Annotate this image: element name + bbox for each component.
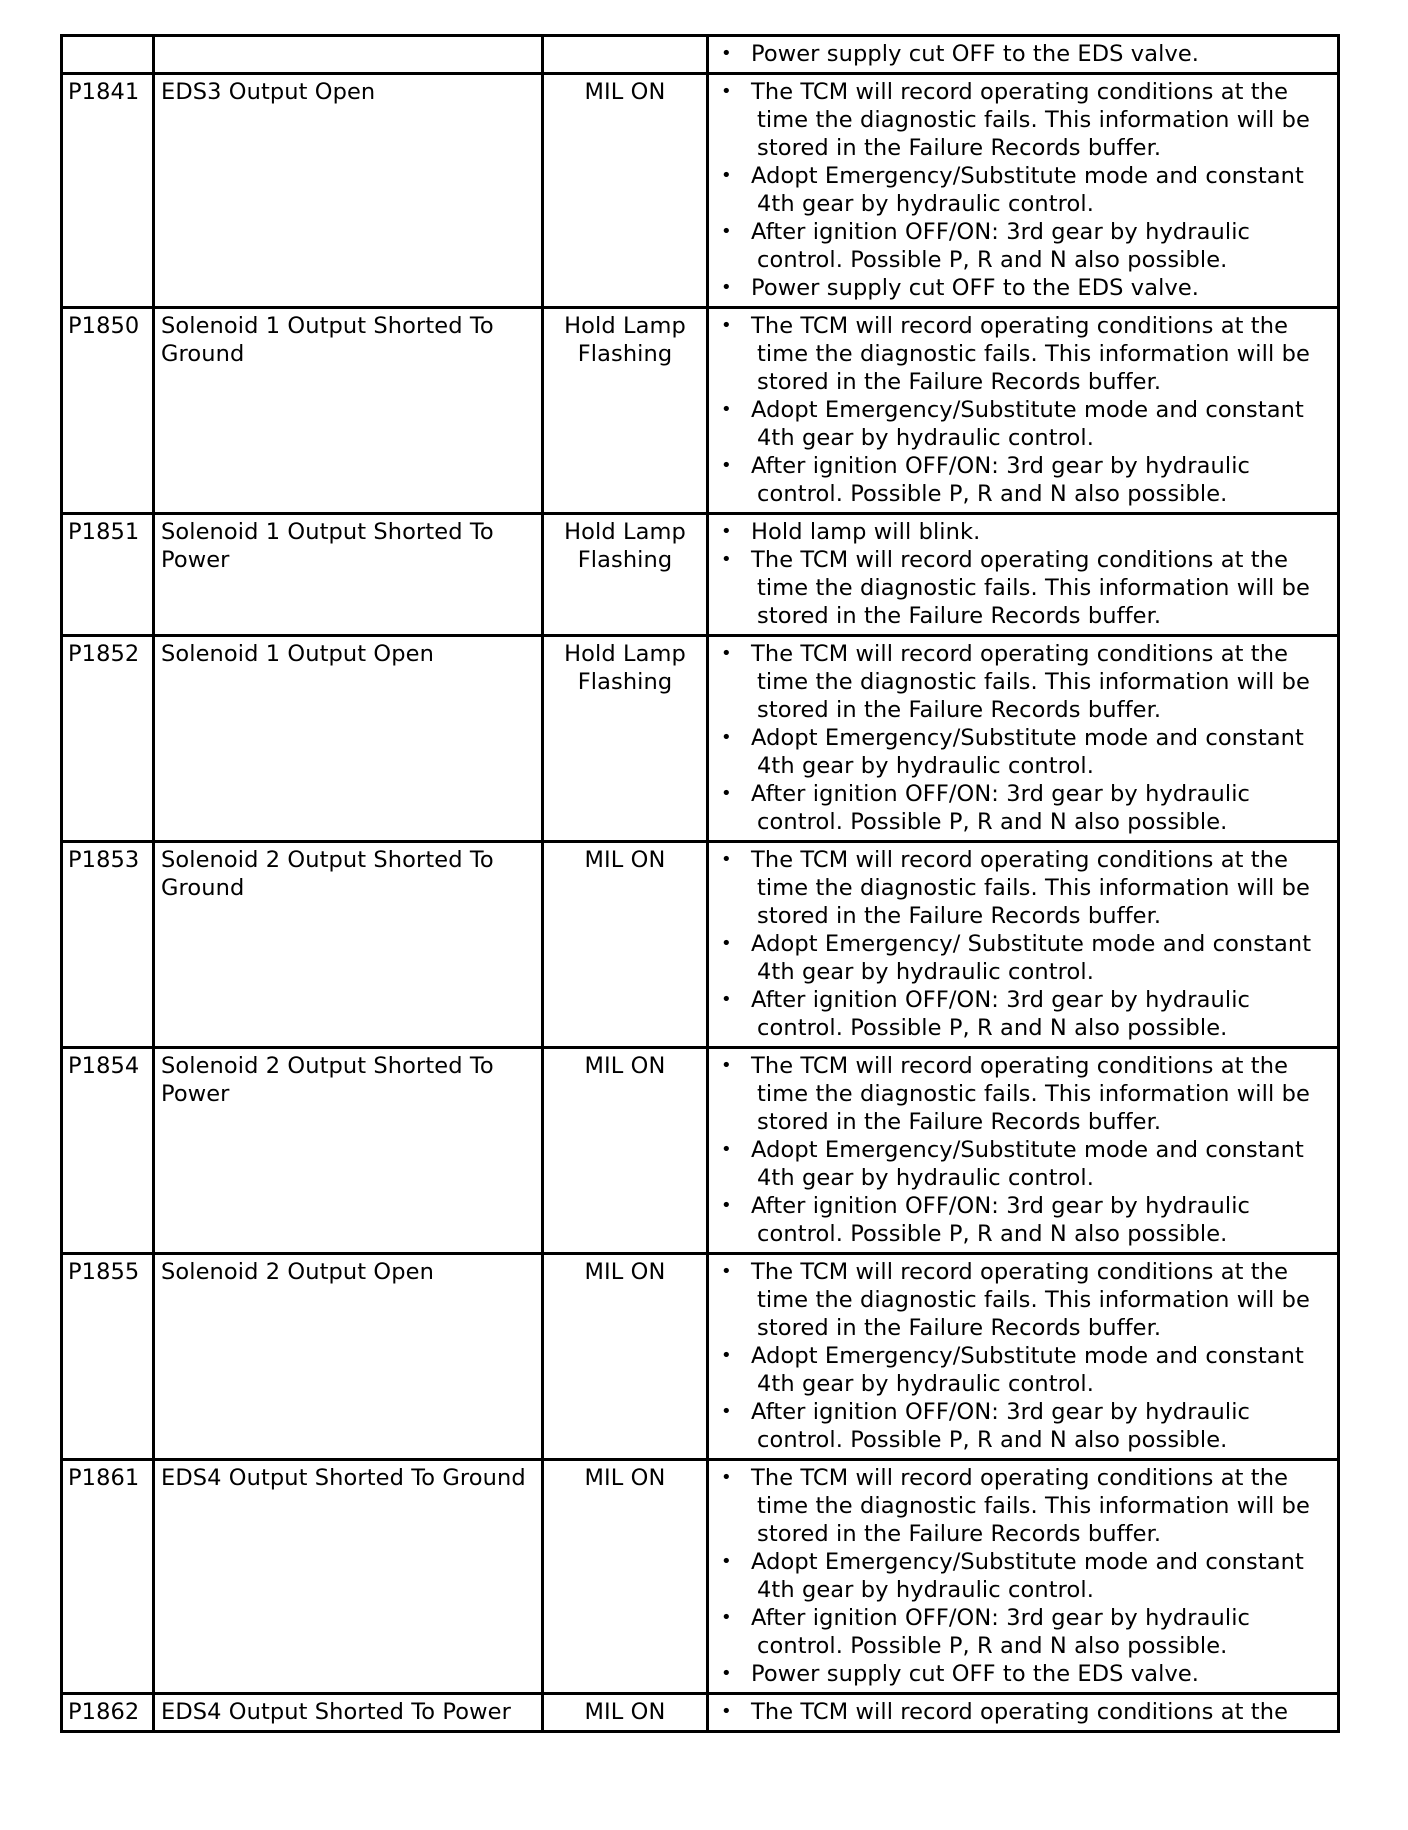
table-row [62, 636, 1339, 842]
list-item [715, 1192, 1333, 1248]
list-item [715, 640, 1333, 724]
dtc-code-cell: P1861 [62, 1460, 154, 1694]
action-text: Adopt Emergency/Substitute mode and constant 4th gear by hydraulic control. [751, 1549, 1304, 1603]
actions-list [715, 78, 1333, 302]
list-item [715, 396, 1333, 452]
table-row [62, 514, 1339, 636]
mil-status-cell: Hold Lamp Flashing [543, 636, 708, 842]
actions-cell [708, 514, 1339, 636]
dtc-table-container [60, 34, 1337, 1733]
actions-cell [708, 1460, 1339, 1694]
dtc-description-cell: Solenoid 1 Output Open [154, 636, 543, 842]
list-item [715, 1660, 1333, 1688]
action-text: Adopt Emergency/Substitute mode and constant 4th gear by hydraulic control. [751, 397, 1304, 451]
bullet-icon: • [721, 1195, 732, 1216]
bullet-icon: • [721, 849, 732, 870]
actions-cell [708, 1254, 1339, 1460]
action-text: After ignition OFF/ON: 3rd gear by hydraulic control. Possible P, R and N also possible. [751, 453, 1251, 507]
bullet-icon: • [721, 1055, 732, 1076]
dtc-code-cell: P1855 [62, 1254, 154, 1460]
mil-status-cell: MIL ON [543, 74, 708, 308]
action-text: The TCM will record operating conditions at the time the diagnostic fails. This information will be stored in the Failure Records buffer. [751, 79, 1310, 161]
table-row [62, 74, 1339, 308]
table-row [62, 1460, 1339, 1694]
bullet-icon: • [721, 165, 732, 186]
action-text: Power supply cut OFF to the EDS valve. [751, 275, 1200, 301]
action-text: Adopt Emergency/Substitute mode and constant 4th gear by hydraulic control. [751, 163, 1304, 217]
list-item [715, 846, 1333, 930]
list-item [715, 930, 1333, 986]
list-item [715, 452, 1333, 508]
action-text: Adopt Emergency/Substitute mode and constant 4th gear by hydraulic control. [751, 1343, 1304, 1397]
bullet-icon: • [721, 1663, 732, 1684]
action-text: The TCM will record operating conditions at the time the diagnostic fails. This information will be stored in the Failure Records buffer. [751, 1465, 1310, 1547]
bullet-icon: • [721, 455, 732, 476]
bullet-icon: • [721, 1551, 732, 1572]
bullet-icon: • [721, 933, 732, 954]
action-text: The TCM will record operating conditions at the time the diagnostic fails. This information will be stored in the Failure Records buffer. [751, 313, 1310, 395]
dtc-code-cell [62, 36, 154, 74]
list-item [715, 40, 1333, 68]
table-row [62, 1254, 1339, 1460]
bullet-icon: • [721, 1401, 732, 1422]
bullet-icon: • [721, 1139, 732, 1160]
dtc-description-cell [154, 36, 543, 74]
list-item [715, 546, 1333, 630]
dtc-code-cell: P1852 [62, 636, 154, 842]
mil-status-cell: MIL ON [543, 1254, 708, 1460]
list-item [715, 1604, 1333, 1660]
dtc-code-cell: P1851 [62, 514, 154, 636]
actions-list [715, 846, 1333, 1042]
actions-list [715, 640, 1333, 836]
list-item [715, 724, 1333, 780]
mil-status-cell: MIL ON [543, 1048, 708, 1254]
list-item [715, 518, 1333, 546]
table-row [62, 1694, 1339, 1732]
list-item [715, 986, 1333, 1042]
actions-list [715, 312, 1333, 508]
table-row [62, 308, 1339, 514]
bullet-icon: • [721, 43, 732, 64]
bullet-icon: • [721, 1701, 732, 1722]
list-item [715, 1548, 1333, 1604]
dtc-description-cell: Solenoid 1 Output Shorted To Ground [154, 308, 543, 514]
dtc-description-cell: EDS3 Output Open [154, 74, 543, 308]
bullet-icon: • [721, 727, 732, 748]
dtc-table [60, 34, 1340, 1733]
action-text: After ignition OFF/ON: 3rd gear by hydraulic control. Possible P, R and N also possible. [751, 219, 1251, 273]
action-text: The TCM will record operating conditions at the time the diagnostic fails. This information will be stored in the Failure Records buffer. [751, 1259, 1310, 1341]
actions-cell [708, 36, 1339, 74]
actions-list [715, 40, 1333, 68]
mil-status-cell: MIL ON [543, 1694, 708, 1732]
bullet-icon: • [721, 1467, 732, 1488]
bullet-icon: • [721, 315, 732, 336]
action-text: After ignition OFF/ON: 3rd gear by hydraulic control. Possible P, R and N also possible. [751, 781, 1251, 835]
list-item [715, 312, 1333, 396]
dtc-code-cell: P1850 [62, 308, 154, 514]
list-item [715, 1342, 1333, 1398]
table-row [62, 1048, 1339, 1254]
bullet-icon: • [721, 521, 732, 542]
bullet-icon: • [721, 1607, 732, 1628]
mil-status-cell: Hold Lamp Flashing [543, 514, 708, 636]
bullet-icon: • [721, 1345, 732, 1366]
action-text: After ignition OFF/ON: 3rd gear by hydraulic control. Possible P, R and N also possible. [751, 1193, 1251, 1247]
list-item [715, 1464, 1333, 1548]
dtc-table-body [62, 36, 1339, 1732]
dtc-code-cell: P1853 [62, 842, 154, 1048]
action-text: The TCM will record operating conditions at the time the diagnostic fails. This information will be stored in the Failure Records buffer. [751, 547, 1310, 629]
action-text: Power supply cut OFF to the EDS valve. [751, 41, 1200, 67]
action-text: The TCM will record operating conditions at the time the diagnostic fails. This information will be stored in the Failure Records buffer. [751, 1053, 1310, 1135]
list-item [715, 162, 1333, 218]
dtc-description-cell: Solenoid 2 Output Shorted To Power [154, 1048, 543, 1254]
action-text: Adopt Emergency/Substitute mode and constant 4th gear by hydraulic control. [751, 1137, 1304, 1191]
action-text: After ignition OFF/ON: 3rd gear by hydraulic control. Possible P, R and N also possible. [751, 1399, 1251, 1453]
list-item [715, 1258, 1333, 1342]
action-text: Hold lamp will blink. [751, 519, 981, 545]
mil-status-cell: MIL ON [543, 1460, 708, 1694]
mil-status-cell: Hold Lamp Flashing [543, 308, 708, 514]
bullet-icon: • [721, 1261, 732, 1282]
action-text: The TCM will record operating conditions at the time the diagnostic fails. This information will be stored in the Failure Records buffer. [751, 641, 1310, 723]
dtc-description-cell: Solenoid 2 Output Open [154, 1254, 543, 1460]
bullet-icon: • [721, 277, 732, 298]
action-text: Power supply cut OFF to the EDS valve. [751, 1661, 1200, 1687]
actions-list [715, 1052, 1333, 1248]
dtc-code-cell: P1854 [62, 1048, 154, 1254]
actions-cell [708, 842, 1339, 1048]
bullet-icon: • [721, 81, 732, 102]
actions-list [715, 1464, 1333, 1688]
bullet-icon: • [721, 549, 732, 570]
actions-cell [708, 74, 1339, 308]
action-text: Adopt Emergency/Substitute mode and constant 4th gear by hydraulic control. [751, 725, 1304, 779]
actions-cell [708, 1048, 1339, 1254]
bullet-icon: • [721, 783, 732, 804]
list-item [715, 78, 1333, 162]
list-item [715, 780, 1333, 836]
actions-cell [708, 1694, 1339, 1732]
actions-list [715, 1698, 1333, 1726]
mil-status-cell [543, 36, 708, 74]
bullet-icon: • [721, 643, 732, 664]
list-item [715, 1698, 1333, 1726]
dtc-code-cell: P1841 [62, 74, 154, 308]
action-text: The TCM will record operating conditions at the [751, 1699, 1289, 1725]
dtc-description-cell: Solenoid 2 Output Shorted To Ground [154, 842, 543, 1048]
actions-cell [708, 636, 1339, 842]
bullet-icon: • [721, 399, 732, 420]
actions-cell [708, 308, 1339, 514]
list-item [715, 1052, 1333, 1136]
actions-list [715, 1258, 1333, 1454]
table-row [62, 842, 1339, 1048]
bullet-icon: • [721, 221, 732, 242]
list-item [715, 218, 1333, 274]
dtc-description-cell: EDS4 Output Shorted To Ground [154, 1460, 543, 1694]
dtc-description-cell: Solenoid 1 Output Shorted To Power [154, 514, 543, 636]
table-row [62, 36, 1339, 74]
dtc-description-cell: EDS4 Output Shorted To Power [154, 1694, 543, 1732]
action-text: After ignition OFF/ON: 3rd gear by hydraulic control. Possible P, R and N also possible. [751, 987, 1251, 1041]
mil-status-cell: MIL ON [543, 842, 708, 1048]
list-item [715, 1398, 1333, 1454]
action-text: After ignition OFF/ON: 3rd gear by hydraulic control. Possible P, R and N also possible. [751, 1605, 1251, 1659]
action-text: Adopt Emergency/ Substitute mode and constant 4th gear by hydraulic control. [751, 931, 1312, 985]
list-item [715, 1136, 1333, 1192]
actions-list [715, 518, 1333, 630]
bullet-icon: • [721, 989, 732, 1010]
dtc-code-cell: P1862 [62, 1694, 154, 1732]
list-item [715, 274, 1333, 302]
action-text: The TCM will record operating conditions at the time the diagnostic fails. This information will be stored in the Failure Records buffer. [751, 847, 1310, 929]
